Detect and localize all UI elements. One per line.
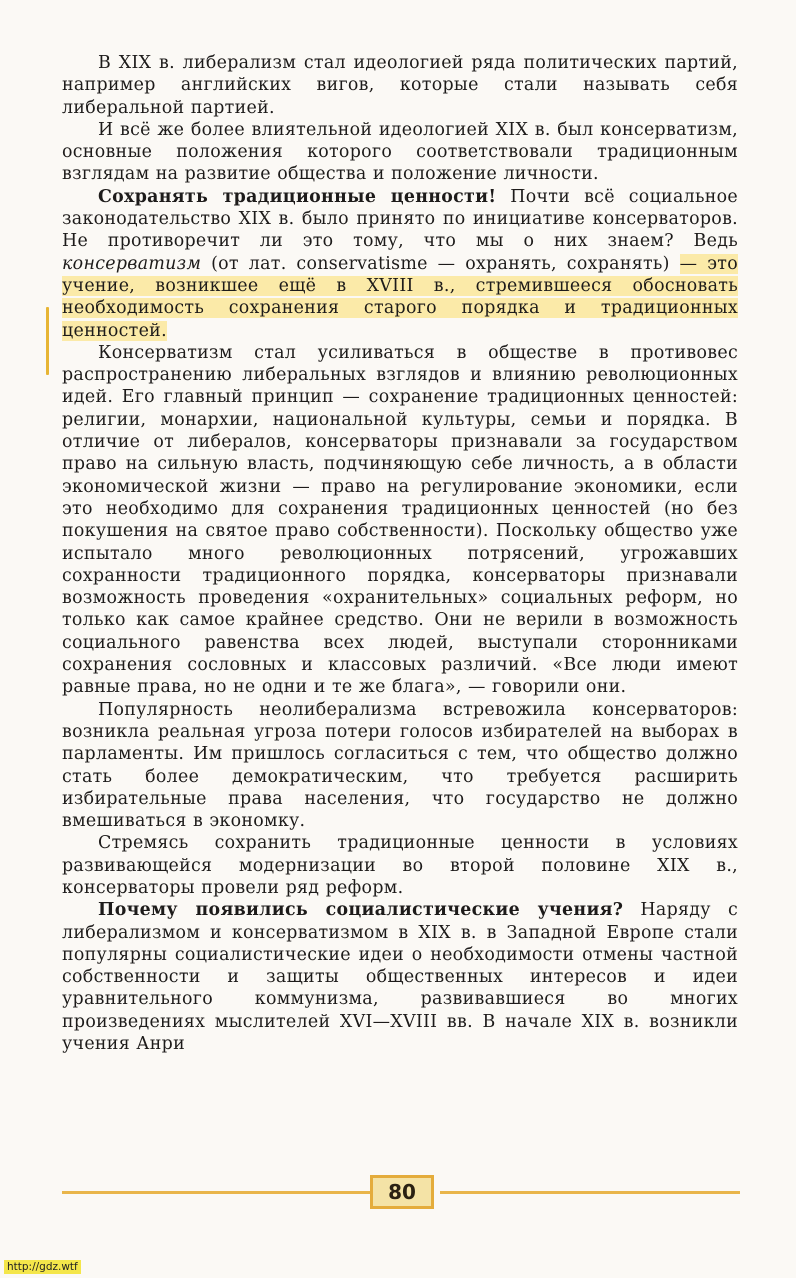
section-heading: Почему появились социалистические учения? (98, 900, 624, 921)
text-segment: Стремясь сохранить традиционные ценности в условиях развивающейся модернизации во второй половине XIX в., консерваторы провели ряд реформ. (62, 833, 738, 898)
page-text (62, 52, 738, 1055)
page-number: 80 (370, 1175, 434, 1209)
footer-rule-left (62, 1191, 370, 1194)
text-segment: Почти всё социальное законодательство XIX в. было принято по инициативе консерваторов. Не противоречит ли это тому, что мы о них знаем? Ведь (62, 186, 738, 252)
text-segment: В XIX в. либерализм стал идеологией ряда политических партий, например английских вигов, которые стали называть себя либеральной партией. (62, 53, 738, 118)
text-segment: И всё же более влиятельной идеологией XIX в. был консерватизм, основные положения которого соответствовали традиционным взглядам на развитие общества и положение личности. (62, 119, 738, 185)
paragraph (62, 699, 738, 833)
paragraph (62, 342, 738, 699)
highlighted-definition: — это учение, возникшее ещё в XVIII в., стремившееся обосновать необходимость сохранения старого порядка и традиционных ценностей. (62, 253, 739, 341)
highlight-margin-mark (46, 307, 49, 375)
paragraph (62, 899, 738, 1055)
text-segment: (от лат. conservatisme — охранять, сохранять) (201, 253, 680, 274)
text-segment: Популярность неолиберализма встревожила консерваторов: возникла реальная угроза потери голосов избирателей на выборах в парламенты. Им пришлось согласиться с тем, что общество должно стать более демократическим, что требуется расширить избирательные права населения, что государство не должно вмешиваться в экономку. (62, 699, 738, 832)
term: консерватизм (62, 253, 202, 274)
paragraph (62, 832, 738, 899)
watermark: http://gdz.wtf (4, 1260, 81, 1274)
text-segment: Консерватизм стал усиливаться в обществе в противовес распространению либеральных взглядов и влиянию революционных идей. Его главный принцип — сохранение традиционных ценностей: религии, монархии, национальной культуры, семьи и порядка. В отличие от либералов, консерваторы признавали за государством право на сильную власть, подчиняющую себе личность, а в области экономической жизни — право на регулирование экономики, если это необходимо для сохранения традиционных ценностей (но без покушения на святое право собственности). Поскольку общество уже испытало много революционных потрясений, угрожавших сохранности традиционного порядка, консерваторы признавали возможность проведения «охранительных» социальных реформ, но только как самое крайнее средство. Они не верили в возможность социального равенства всех людей, выступали сторонниками сохранения сословных и классовых различий. «Все люди имеют равные права, но не одни и те же блага», — говорили они. (62, 342, 738, 698)
section-heading: Сохранять традиционные ценности! (98, 186, 497, 207)
text-segment: Наряду с либерализмом и консерватизмом в XIX в. в Западной Европе стали популярны социалистические идеи о необходимости отмены частной собственности и защиты общественных интересов и идеи уравнительного коммунизма, развивавшиеся во многих произведениях мыслителей XVI—XVIII вв. В начале XIX в. возникли учения Анри (62, 900, 738, 1055)
footer-rule-right (440, 1191, 740, 1194)
paragraph (62, 52, 738, 119)
paragraph (62, 186, 738, 342)
paragraph (62, 119, 738, 186)
